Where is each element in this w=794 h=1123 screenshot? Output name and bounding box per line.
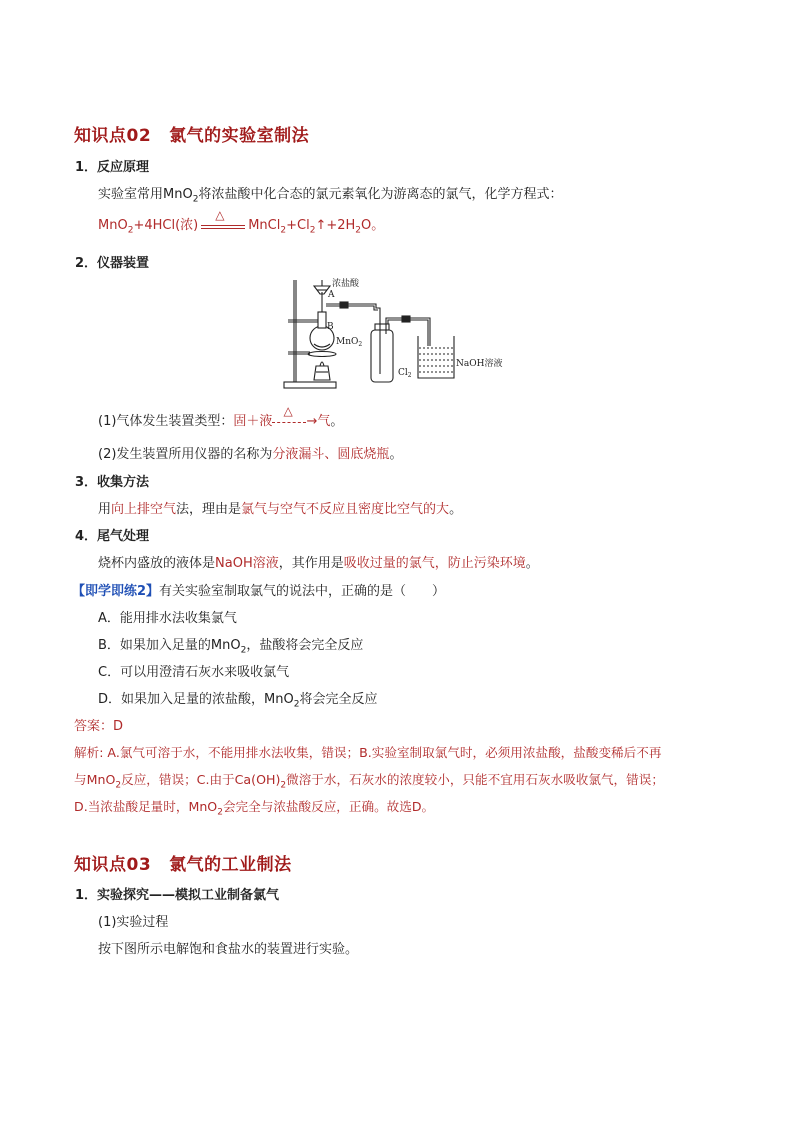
practice-question-stem: 【即学即练2】有关实验室制取氯气的说法中，正确的是（ ） xyxy=(72,584,446,599)
label-mno2: MnO$_2$ xyxy=(336,337,363,348)
collection-text: 用向上排空气法，理由是氯气与空气不反应且密度比空气的大。 xyxy=(98,502,463,517)
section-heading-03 xyxy=(74,850,292,875)
label-a: A xyxy=(328,290,335,300)
explanation-line-2: 与MnO$_2$反应，错误；C.由于$Ca(OH)_2$微溶于水，石灰水的浓度较小，只能不宜用石灰水吸收氯气，错误； xyxy=(74,772,664,791)
subheading-apparatus: 2．仪器装置 xyxy=(75,256,150,271)
apparatus-diagram xyxy=(280,274,515,394)
chemical-equation: MnO$_2$+4HCl(浓) △ $MnCl_2+Cl_2↑+2H_2O$。 xyxy=(98,207,385,236)
label-cl2: $Cl_2$ xyxy=(398,368,412,379)
subheading-collection: 3．收集方法 xyxy=(75,475,150,490)
explanation-line-1: 解析: A.氯气可溶于水，不能用排水法收集，错误；B.实验室制取氯气时，必须用浓盐酸，盐酸变稀后不再 xyxy=(74,745,662,760)
option-a: A．能用排水法收集氯气 xyxy=(98,611,237,626)
experiment-text: 按下图所示电解饱和食盐水的装置进行实验。 xyxy=(98,942,359,957)
practice-tag: 【即学即练2】 xyxy=(72,584,160,599)
subheading-principle: 1．反应原理 xyxy=(75,160,150,175)
explanation-line-3: D.当浓盐酸足量时，MnO$_2$会完全与浓盐酸反应，正确。故选D。 xyxy=(74,799,435,818)
label-naoh: NaOH溶液 xyxy=(456,359,503,369)
section-heading-02 xyxy=(74,121,309,146)
section-number: 知识点02 xyxy=(74,126,152,146)
answer: 答案：D xyxy=(74,719,124,734)
subheading-experiment: 1．实验探究——模拟工业制备氯气 xyxy=(75,888,280,903)
option-b: B．如果加入足量的MnO$_2$，盐酸将会完全反应 xyxy=(98,638,364,656)
tail-gas-text: 烧杯内盛放的液体是NaOH溶液，其作用是吸收过量的氯气，防止污染环境。 xyxy=(98,556,539,571)
apparatus-item-2: (2)发生装置所用仪器的名称为分液漏斗、圆底烧瓶。 xyxy=(98,447,403,462)
section-title: 氯气的实验室制法 xyxy=(169,126,310,146)
heat-dash-sign: △ xyxy=(272,414,306,430)
label-concentrated-hcl: 浓盐酸 xyxy=(332,279,360,289)
experiment-item: (1)实验过程 xyxy=(98,915,169,930)
heat-equals-sign: △ xyxy=(201,218,245,234)
section-title: 氯气的工业制法 xyxy=(169,855,292,875)
section-number: 知识点03 xyxy=(74,855,152,875)
subheading-tail-gas: 4．尾气处理 xyxy=(75,529,150,544)
principle-text: 实验室常用MnO$_2$将浓盐酸中化合态的氯元素氧化为游离态的氯气，化学方程式： xyxy=(98,187,563,205)
label-b: B xyxy=(327,322,334,332)
apparatus-item-1: (1)气体发生装置类型：固＋液 △ →气。 xyxy=(98,403,344,429)
option-d: D．如果加入足量的浓盐酸，MnO$_2$将会完全反应 xyxy=(98,692,378,710)
option-c: C．可以用澄清石灰水来吸收氯气 xyxy=(98,665,290,680)
